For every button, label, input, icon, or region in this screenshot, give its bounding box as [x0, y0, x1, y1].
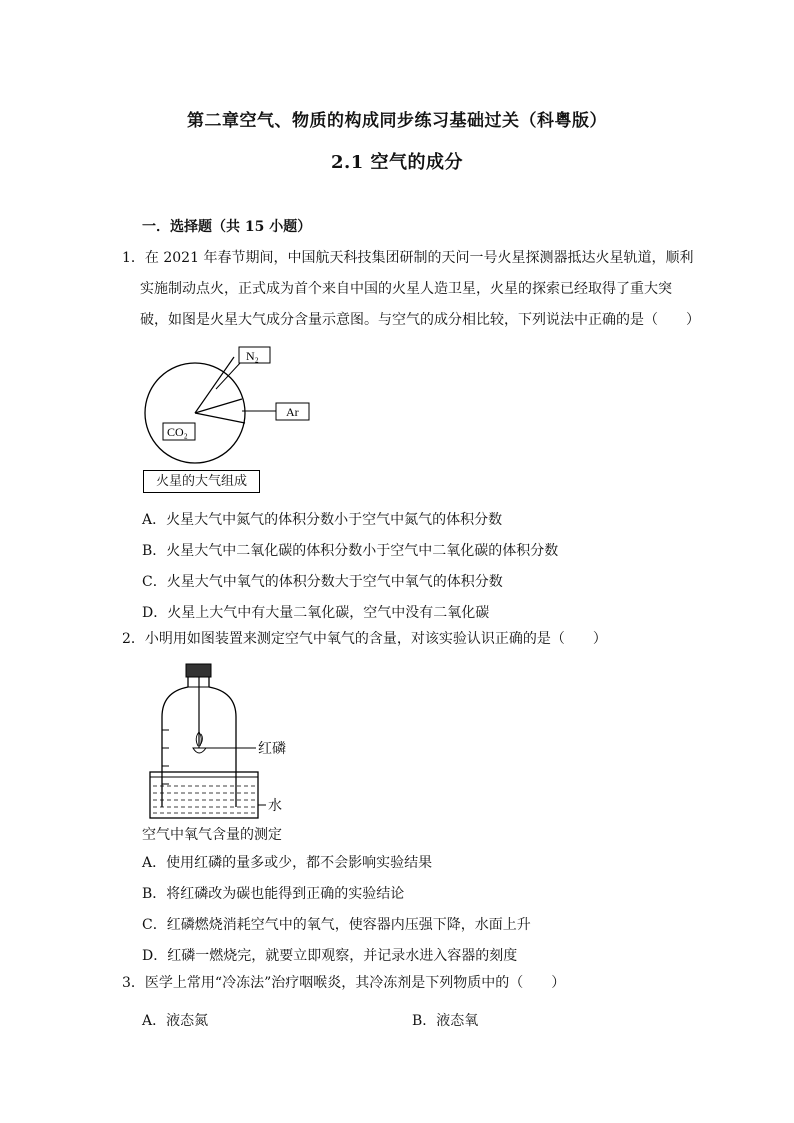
question-2 — [122, 628, 607, 648]
water-trough — [150, 772, 258, 818]
n2-leader-line — [216, 362, 241, 389]
rubber-stopper — [186, 664, 211, 677]
figure-caption: 火星的大气组成 — [143, 470, 260, 493]
n2-label: N₂ — [246, 349, 259, 363]
water-label: 水 — [268, 798, 282, 814]
option-a[interactable]: A．使用红磷的量多或少，都不会影响实验结果 — [142, 855, 433, 871]
combustion-spoon — [193, 748, 206, 753]
option-c[interactable]: C．火星大气中氧气的体积分数大于空气中氧气的体积分数 — [142, 574, 503, 590]
document-title: 第二章空气、物质的构成同步练习基础过关（科粤版） — [187, 111, 607, 131]
option-c[interactable]: C．红磷燃烧消耗空气中的氧气，使容器内压强下降，水面上升 — [142, 917, 531, 933]
question-number: 2． — [122, 631, 145, 647]
pie-divider — [195, 413, 245, 423]
section-heading: 一．选择题（共 15 小题） — [142, 219, 312, 235]
figure-caption: 空气中氧气含量的测定 — [142, 827, 282, 843]
pie-divider — [195, 399, 242, 413]
question-3 — [122, 972, 565, 992]
co2-label: CO₂ — [167, 425, 188, 439]
option-b[interactable]: B．液态氧 — [412, 1013, 479, 1029]
ar-label: Ar — [286, 405, 299, 419]
option-d[interactable]: D．火星上大气中有大量二氧化碳，空气中没有二氧化碳 — [142, 605, 490, 621]
option-a[interactable]: A．液态氮 — [142, 1013, 209, 1029]
ar-label-group — [242, 394, 314, 424]
question-text: 小明用如图装置来测定空气中氧气的含量，对该实验认识正确的是（ ） — [144, 631, 607, 647]
question-text: 医学上常用“冷冻法”治疗咽喉炎，其冷冻剂是下列物质中的（ ） — [144, 975, 566, 991]
option-b[interactable]: B．火星大气中二氧化碳的体积分数小于空气中二氧化碳的体积分数 — [142, 543, 559, 559]
question-text-line: 实施制动点火，正式成为首个来自中国的火星人造卫星，火星的探索已经取得了重大突 — [140, 281, 672, 297]
question-text-line: 破，如图是火星大气成分含量示意图。与空气的成分相比较，下列说法中正确的是（ ） — [140, 312, 700, 328]
water-level — [153, 786, 255, 813]
document-subtitle: 2.1 空气的成分 — [330, 152, 464, 173]
pie-divider — [195, 357, 234, 413]
question-number: 3． — [122, 975, 145, 991]
option-a[interactable]: A．火星大气中氮气的体积分数小于空气中氮气的体积分数 — [142, 512, 503, 528]
phosphorus-label: 红磷 — [258, 741, 286, 757]
option-b[interactable]: B．将红磷改为碳也能得到正确的实验结论 — [142, 886, 405, 902]
question-number: 1． — [122, 250, 145, 266]
option-d[interactable]: D．红磷一燃烧完，就要立即观察，并记录水进入容器的刻度 — [142, 948, 518, 964]
question-text-line: 在 2021 年春节期间，中国航天科技集团研制的天问一号火星探测器抵达火星轨道，顺利 — [144, 250, 694, 266]
question-1 — [122, 243, 700, 336]
